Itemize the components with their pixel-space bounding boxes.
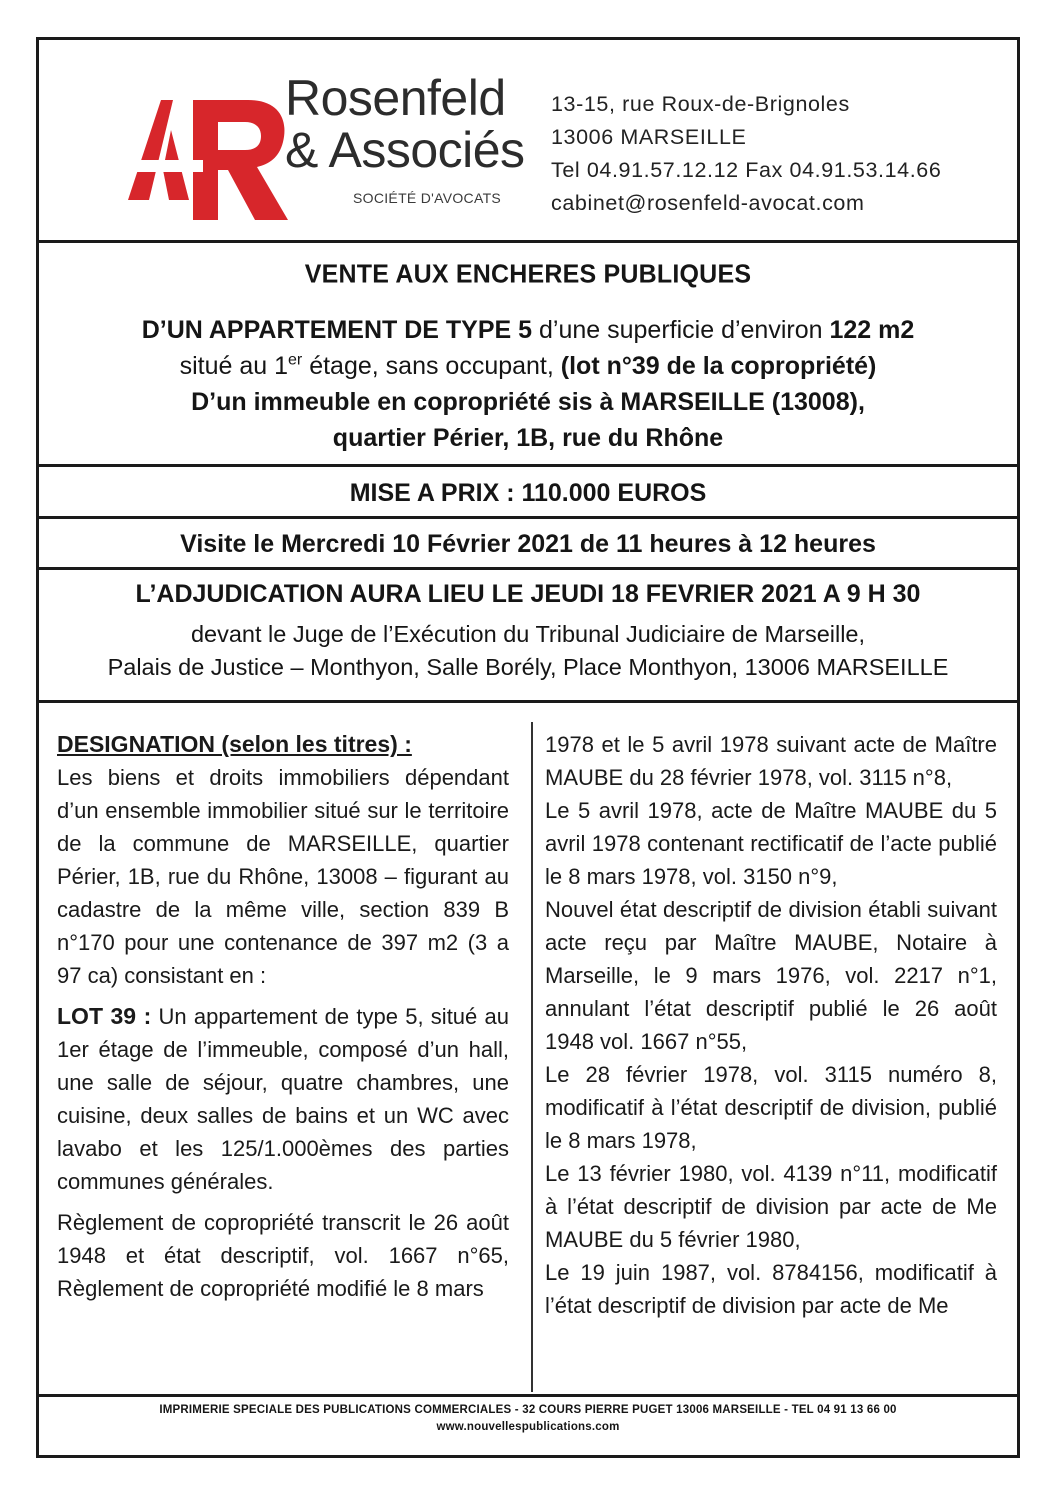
designation-para3: Règlement de copropriété transcrit le 26 août 1948 et état descriptif, vol. 1667 n°65, Règlement de copropriété modifié le 8 mars <box>57 1210 509 1301</box>
designation-heading: DESIGNATION (selon les titres) : <box>57 731 412 757</box>
adjudication-details <box>39 618 1017 684</box>
column-divider <box>531 722 533 1392</box>
sale-line1-normal: d’une superficie d’environ <box>532 316 830 344</box>
sale-line2-prefix: situé au 1 <box>179 352 289 380</box>
sale-line2-normal: étage, sans occupant, <box>302 352 561 380</box>
firm-name <box>285 72 525 176</box>
continuation-column <box>545 728 997 1322</box>
divider <box>39 464 1017 467</box>
right-para1: 1978 et le 5 avril 1978 suivant acte de Maître MAUBE du 28 février 1978, vol. 3115 n°8, <box>545 732 997 790</box>
visit-info: Visite le Mercredi 10 Février 2021 de 11 heures à 12 heures <box>180 530 876 558</box>
firm-name-line1: Rosenfeld <box>285 70 506 126</box>
firm-logo <box>123 70 293 220</box>
sale-line1-bold: D’UN APPARTEMENT DE TYPE 5 <box>141 316 533 344</box>
sale-title: VENTE AUX ENCHERES PUBLIQUES <box>304 259 752 289</box>
sale-line4: quartier Périer, 1B, rue du Rhône <box>332 424 724 452</box>
notice-frame <box>36 37 1020 1458</box>
right-para6: Le 19 juin 1987, vol. 8784156, modificatif à l’état descriptif de division par acte de Me <box>545 1260 997 1318</box>
divider <box>39 240 1017 243</box>
sale-line3: D’un immeuble en copropriété sis à MARSEILLE (13008), <box>191 388 865 416</box>
email-link[interactable]: cabinet@rosenfeld-avocat.com <box>551 191 865 215</box>
sale-line2-bold: (lot n°39 de la copropriété) <box>560 352 877 380</box>
sale-description <box>39 312 1017 456</box>
firm-address <box>551 88 941 220</box>
footer-website[interactable]: www.nouvellespublications.com <box>436 1421 620 1433</box>
divider <box>39 516 1017 519</box>
sale-line2-sup: er <box>288 351 303 369</box>
divider <box>39 700 1017 703</box>
designation-para1: Les biens et droits immobiliers dépendant d’un ensemble immobilier situé sur le territoire de la commune de MARSEILLE, quartier Périer, 1B, rue du Rhône, 13008 – figurant au cadastre de la même ville, section 839 B n°170 pour une contenance de 397 m2 (3 a 97 ca) consistant en : <box>57 765 509 988</box>
divider <box>39 567 1017 570</box>
sale-area: 122 m2 <box>829 316 915 344</box>
lot-label: LOT 39 : <box>57 1003 152 1029</box>
right-para4: Le 28 février 1978, vol. 3115 numéro 8, modificatif à l’état descriptif de division, publié le 8 mars 1978, <box>545 1062 997 1153</box>
printer-footer <box>39 1402 1017 1436</box>
starting-price: MISE A PRIX : 110.000 EUROS <box>349 479 707 507</box>
footer-line1: IMPRIMERIE SPECIALE DES PUBLICATIONS COMMERCIALES - 32 COURS PIERRE PUGET 13006 MARSEILLE - TEL 04 91 13 66 00 <box>159 1404 897 1416</box>
right-para2: Le 5 avril 1978, acte de Maître MAUBE du 5 avril 1978 contenant rectificatif de l’acte publié le 8 mars 1978, vol. 3150 n°9, <box>545 798 997 889</box>
adjudication-line2: Palais de Justice – Monthyon, Salle Borély, Place Monthyon, 13006 MARSEILLE <box>107 654 949 680</box>
lot-description: Un appartement de type 5, situé au 1er étage de l’immeuble, composé d’un hall, une salle de séjour, quatre chambres, une cuisine, deux salles de bains et un WC avec lavabo et les 125/1.000èmes des parties communes générales. <box>57 1004 509 1194</box>
adjudication-line1: devant le Juge de l’Exécution du Tribunal Judiciaire de Marseille, <box>190 621 866 647</box>
divider <box>39 1394 1017 1397</box>
address-line1: 13-15, rue Roux-de-Brignoles <box>551 92 850 116</box>
right-para3: Nouvel état descriptif de division établi suivant acte reçu par Maître MAUBE, Notaire à Marseille, le 9 mars 1976, vol. 2217 n°1, annulant l’état descriptif publié le 26 août 1948 vol. 1667 n°55, <box>545 897 997 1054</box>
designation-column <box>57 728 509 1313</box>
firm-name-line2: & Associés <box>285 122 525 178</box>
adjudication-heading: L’ADJUDICATION AURA LIEU LE JEUDI 18 FEVRIER 2021 A 9 H 30 <box>135 580 921 608</box>
phone-fax: Tel 04.91.57.12.12 Fax 04.91.53.14.66 <box>551 158 942 182</box>
address-line2: 13006 MARSEILLE <box>551 125 747 149</box>
right-para5: Le 13 février 1980, vol. 4139 n°11, modificatif à l’état descriptif de division par acte de Me MAUBE du 5 février 1980, <box>545 1161 997 1252</box>
firm-subtitle: SOCIÉTÉ D'AVOCATS <box>353 190 502 206</box>
